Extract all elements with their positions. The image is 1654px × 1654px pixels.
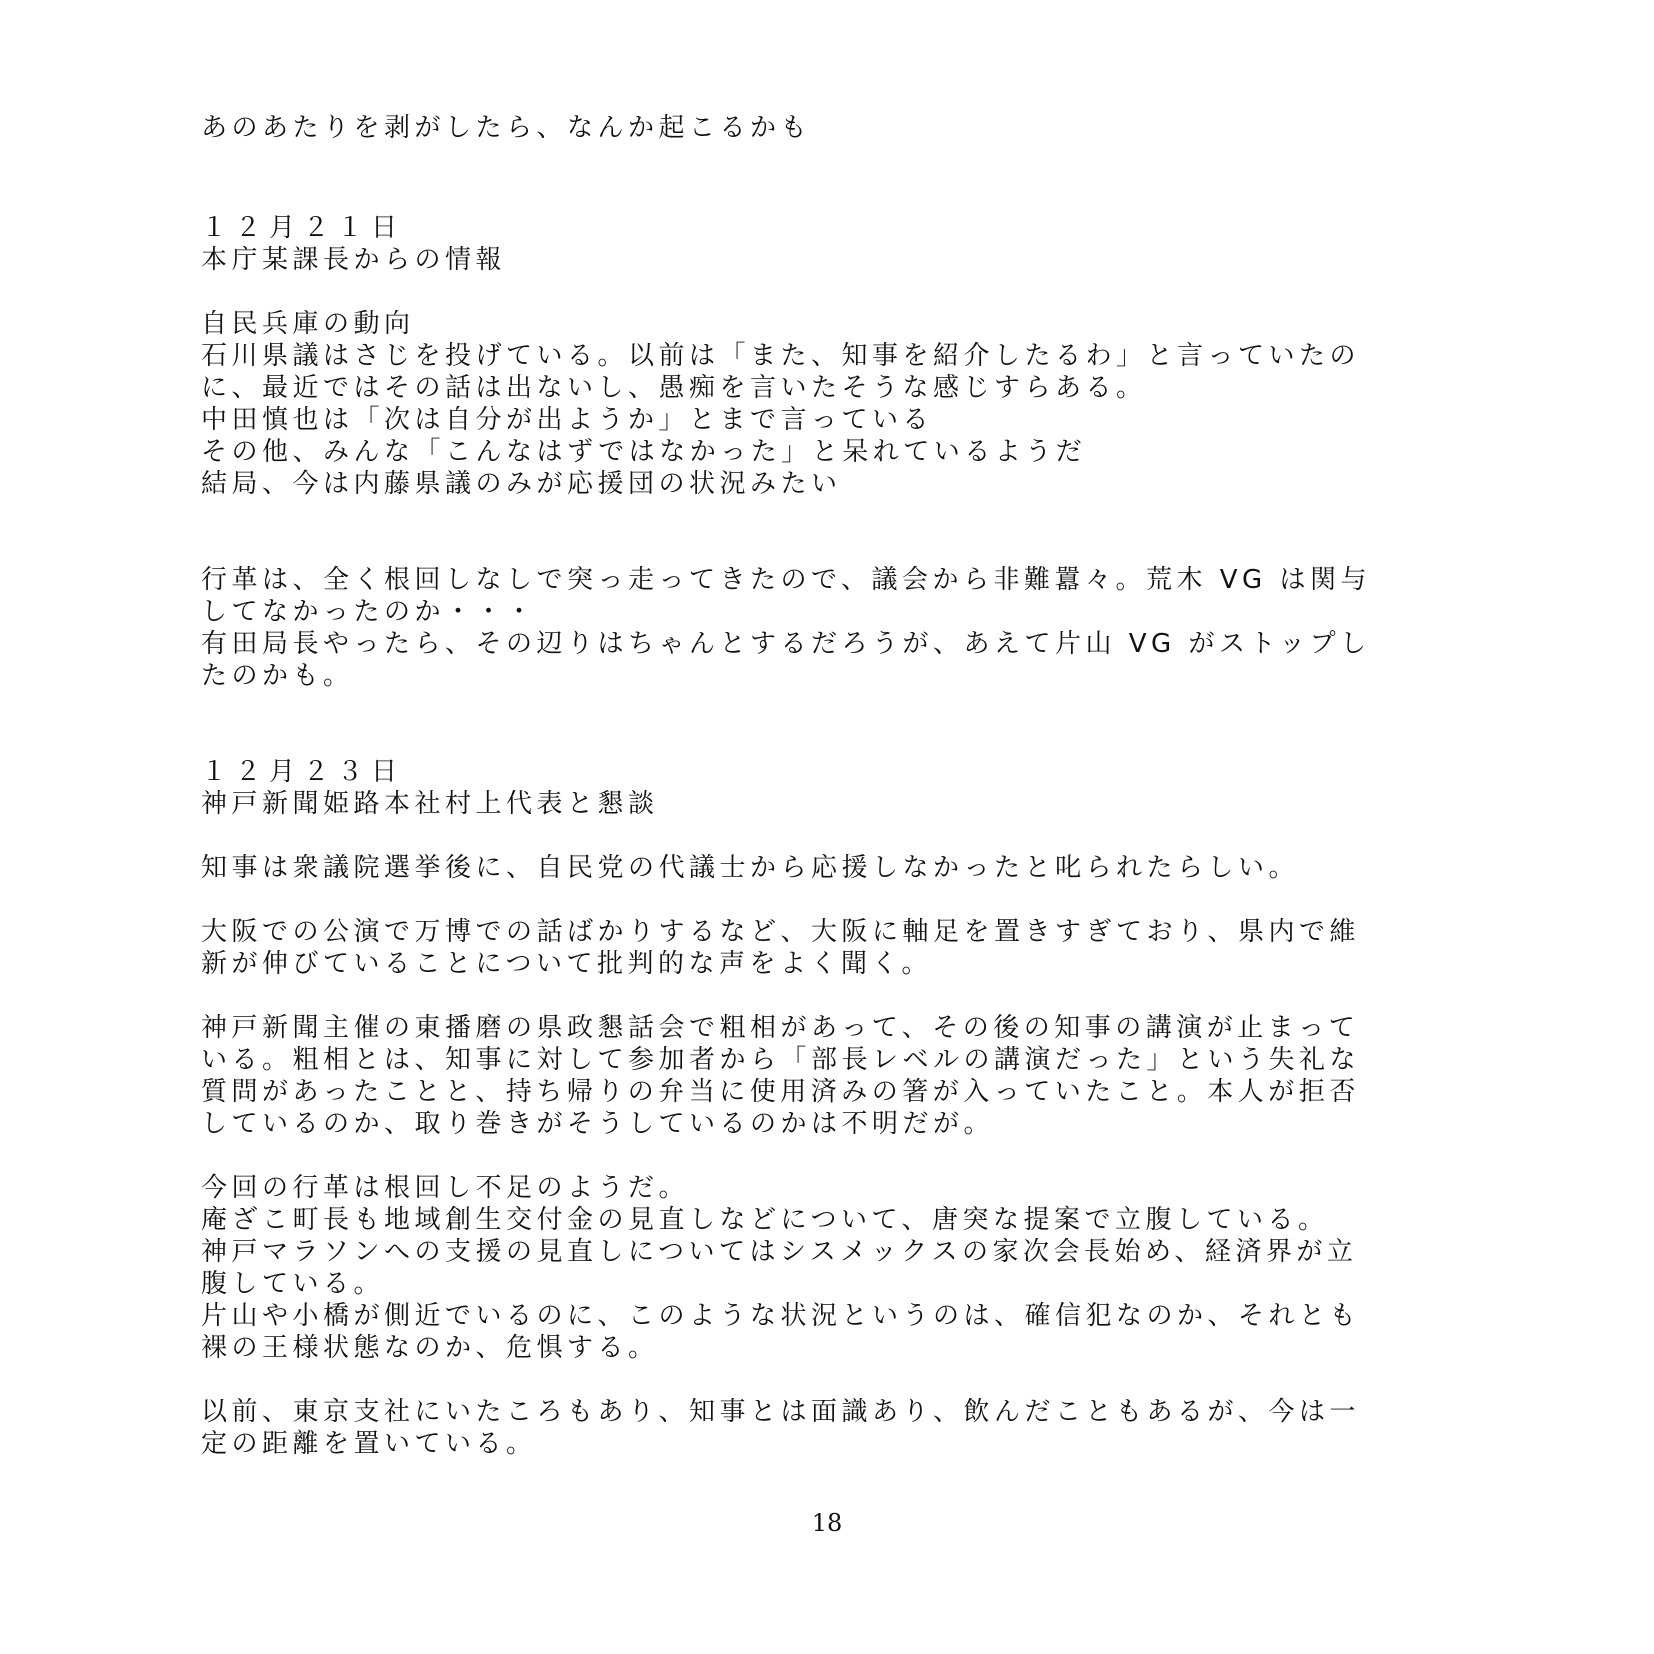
text-line: 定の距離を置いている。 (201, 1429, 537, 1459)
text-line: 質問があったことと、持ち帰りの弁当に使用済みの箸が入っていたこと。本人が拒否 (201, 1077, 1360, 1107)
text-line: 神戸マラソンへの支援の見直しについてはシスメックスの家次会長始め、経済界が立 (201, 1237, 1358, 1267)
text-line: たのかも。 (201, 661, 354, 691)
entry-heading: 神戸新聞姫路本社村上代表と懇談 (201, 789, 659, 819)
text-line: 以前、東京支社にいたころもあり、知事とは面識あり、飲んだこともあるが、今は一 (201, 1397, 1361, 1427)
entry-date: １２月２３日 (201, 757, 406, 787)
text-line: 知事は衆議院選挙後に、自民党の代議士から応援しなかったと叱られたらしい。 (201, 853, 1300, 883)
text-line: 今回の行革は根回し不足のようだ。 (201, 1173, 690, 1203)
text-line: 行革は、全く根回しなしで突っ走ってきたので、議会から非難囂々。荒木 VG は関与 (201, 565, 1371, 595)
text-line: 結局、今は内藤県議のみが応援団の状況みたい (201, 469, 842, 499)
text-line: いる。粗相とは、知事に対して参加者から「部長レベルの講演だった」という失礼な (201, 1045, 1361, 1075)
text-line: 裸の王様状態なのか、危惧する。 (201, 1333, 659, 1363)
text-line: 片山や小橋が側近でいるのに、このような状況というのは、確信犯なのか、それとも (201, 1301, 1361, 1331)
text-line: あのあたりを剥がしたら、なんか起こるかも (201, 113, 812, 143)
text-line: 腹している。 (201, 1269, 385, 1299)
text-line: しているのか、取り巻きがそうしているのかは不明だが。 (201, 1109, 995, 1139)
entry-heading: 本庁某課長からの情報 (201, 245, 507, 275)
text-line: 自民兵庫の動向 (201, 309, 415, 339)
text-line: に、最近ではその話は出ないし、愚痴を言いたそうな感じすらある。 (201, 373, 1147, 403)
text-line: その他、みんな「こんなはずではなかった」と呆れているようだ (201, 437, 1087, 467)
page-number: 18 (811, 1509, 843, 1537)
text-line: 大阪での公演で万博での話ばかりするなど、大阪に軸足を置きすぎており、県内で維 (201, 917, 1361, 947)
text-line: 神戸新聞主催の東播磨の県政懇話会で粗相があって、その後の知事の講演が止まって (201, 1013, 1360, 1043)
entry-date: １２月２１日 (201, 213, 406, 243)
text-line: 有田局長やったら、その辺りはちゃんとするだろうが、あえて片山 VG がストップし (201, 629, 1371, 659)
text-line: 中田慎也は「次は自分が出ようか」とまで言っている (201, 405, 934, 435)
text-line: 庵ざこ町長も地域創生交付金の見直しなどについて、唐突な提案で立腹している。 (201, 1205, 1329, 1235)
text-line: 新が伸びていることについて批判的な声をよく聞く。 (201, 949, 932, 979)
text-line: してなかったのか・・・ (201, 597, 537, 627)
text-line: 石川県議はさじを投げている。以前は「また、知事を紹介したるわ」と言っていたの (201, 341, 1361, 371)
